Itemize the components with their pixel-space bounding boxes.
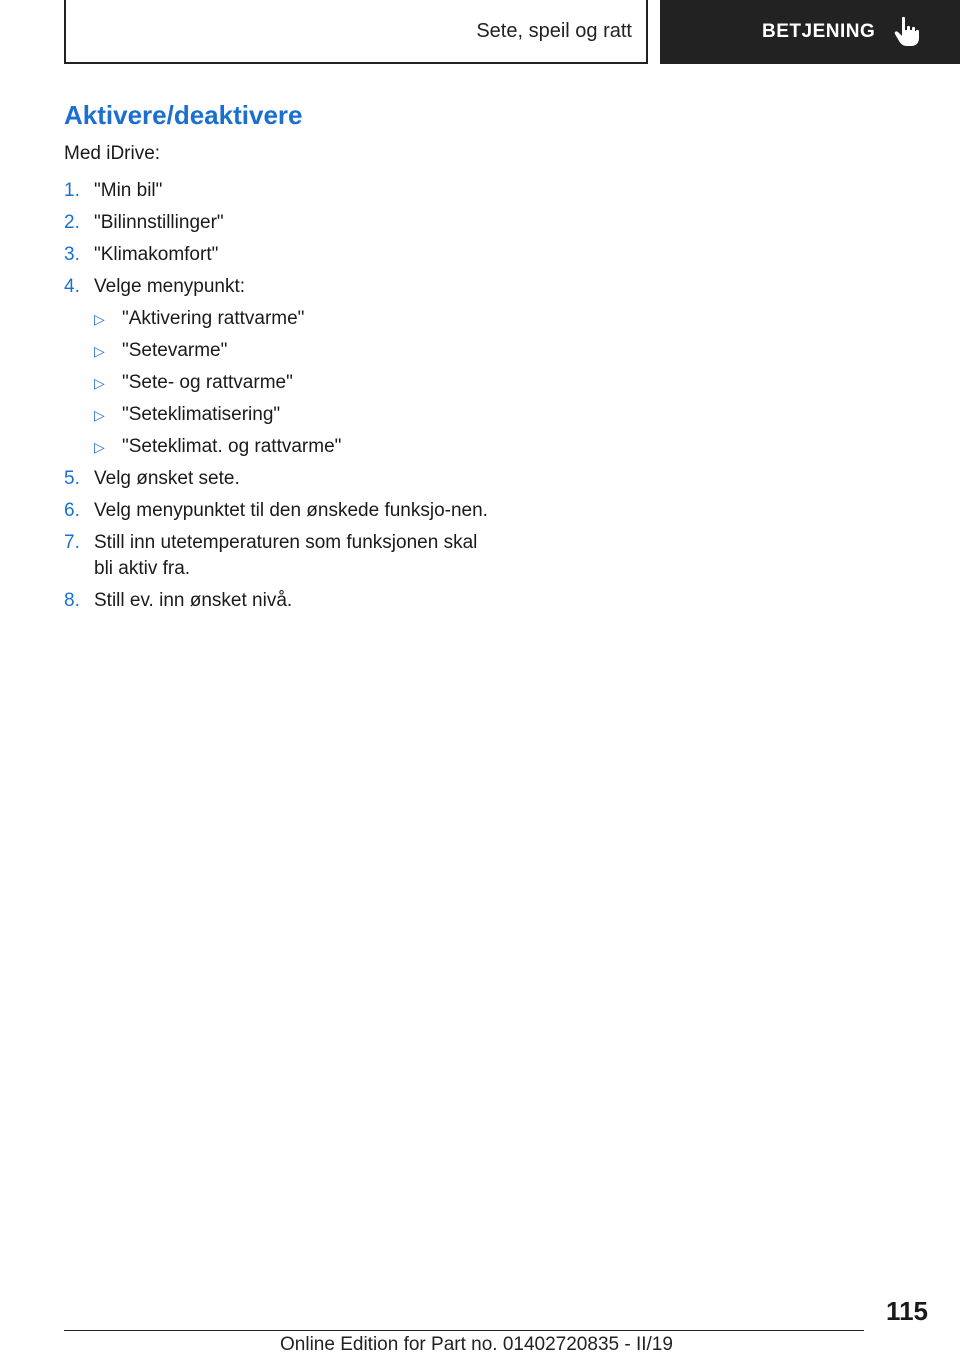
header-chapter-title: BETJENING [762, 21, 876, 42]
menu-option-text: "Sete- og rattvarme" [122, 372, 293, 393]
page-number: 115 [886, 1296, 928, 1326]
menu-option-text: "Seteklimatisering" [122, 404, 281, 425]
triangle-bullet-icon: ▷ [94, 311, 105, 327]
page-title: Aktivere/deaktivere [64, 100, 303, 130]
menu-option-item [94, 370, 494, 396]
header-section-box [64, 0, 648, 64]
step-text: "Bilinnstillinger" [94, 212, 224, 233]
step-list [64, 178, 494, 620]
step-item [64, 498, 494, 524]
step-item [64, 178, 494, 204]
menu-option-item [94, 402, 494, 428]
step-text: "Min bil" [94, 180, 163, 201]
step-text: Velg menypunktet til den ønskede funksjo-nen. [94, 500, 488, 521]
step-item [64, 588, 494, 614]
step-number: 7. [64, 532, 80, 553]
pointing-hand-icon [893, 16, 921, 48]
step-item [64, 274, 494, 460]
step-item [64, 242, 494, 268]
menu-option-list [94, 306, 494, 460]
step-item [64, 530, 494, 582]
step-number: 1. [64, 180, 80, 201]
step-number: 3. [64, 244, 80, 265]
triangle-bullet-icon: ▷ [94, 343, 105, 359]
menu-option-text: "Seteklimat. og rattvarme" [122, 436, 342, 457]
step-item [64, 466, 494, 492]
triangle-bullet-icon: ▷ [94, 407, 105, 423]
step-text: Still ev. inn ønsket nivå. [94, 590, 293, 611]
footer-edition-text: Online Edition for Part no. 01402720835 - II/19 [280, 1334, 673, 1355]
step-text: Velg ønsket sete. [94, 468, 240, 489]
step-number: 6. [64, 500, 80, 521]
menu-option-item [94, 338, 494, 364]
step-number: 8. [64, 590, 80, 611]
intro-text: Med iDrive: [64, 143, 161, 164]
menu-option-text: "Aktivering rattvarme" [122, 308, 305, 329]
triangle-bullet-icon: ▷ [94, 375, 105, 391]
header-chapter-tab [660, 0, 960, 64]
step-text: Velge menypunkt: [94, 276, 246, 297]
step-item [64, 210, 494, 236]
step-text: Still inn utetemperaturen som funksjonen skal bli aktiv fra. [94, 532, 478, 579]
triangle-bullet-icon: ▷ [94, 439, 105, 455]
menu-option-item [94, 434, 494, 460]
menu-option-item [94, 306, 494, 332]
step-number: 2. [64, 212, 80, 233]
step-number: 5. [64, 468, 80, 489]
step-number: 4. [64, 276, 80, 297]
menu-option-text: "Setevarme" [122, 340, 228, 361]
footer-divider [64, 1330, 864, 1331]
header-section-title: Sete, speil og ratt [476, 19, 632, 42]
step-text: "Klimakomfort" [94, 244, 219, 265]
